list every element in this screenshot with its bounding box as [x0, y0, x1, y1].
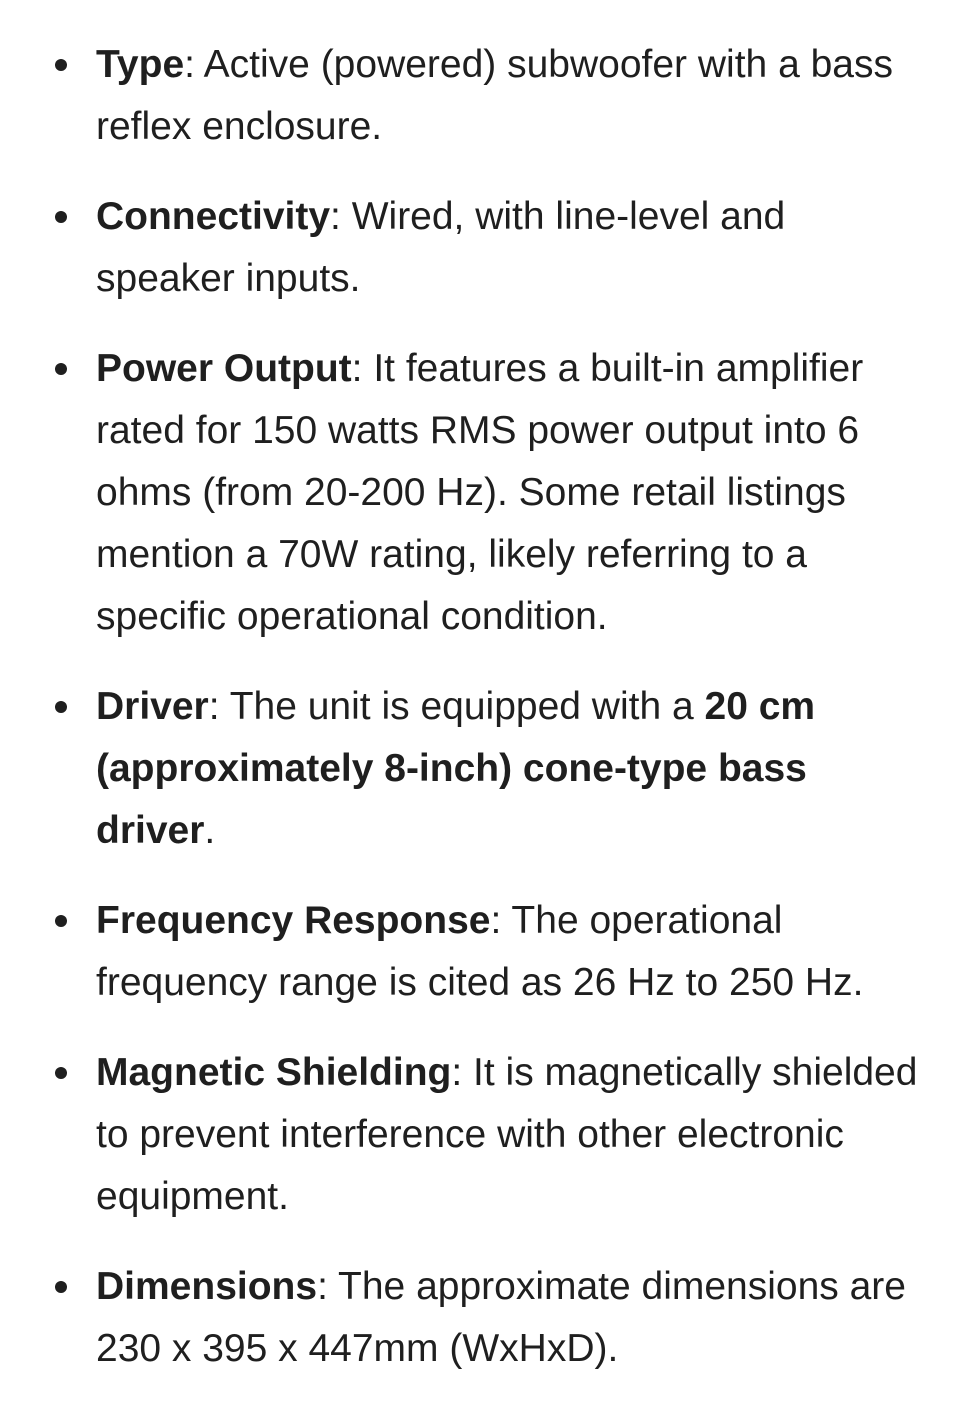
spec-term: Power Output — [96, 347, 352, 390]
bullet-icon — [55, 1067, 67, 1079]
spec-term: Connectivity — [96, 195, 331, 238]
spec-term: Magnetic Shielding — [96, 1051, 452, 1094]
bullet-icon — [55, 59, 67, 71]
spec-text-end: . — [204, 809, 216, 852]
spec-text: : The operational frequency range is cited as 26 Hz to 250 Hz. — [96, 899, 864, 1004]
bullet-icon — [55, 915, 67, 927]
spec-text: : Active (powered) subwoofer with a bass reflex enclosure. — [96, 43, 893, 148]
spec-item-power-output — [0, 338, 972, 648]
spec-item-type — [0, 34, 972, 158]
spec-term: Type — [96, 43, 185, 86]
spec-item-connectivity — [0, 186, 972, 310]
spec-text: : The unit is equipped with a — [208, 685, 705, 728]
spec-item-magnetic-shielding — [0, 1042, 972, 1228]
spec-term: Frequency Response — [96, 899, 491, 942]
spec-item-frequency-response — [0, 890, 972, 1014]
bullet-icon — [55, 211, 67, 223]
spec-term: Driver — [96, 685, 209, 728]
spec-emphasis: 20 cm (approximately 8-inch) cone-type bass driver — [96, 685, 816, 852]
spec-item-driver — [0, 676, 972, 862]
spec-list — [0, 34, 972, 1408]
spec-text: : The approximate dimensions are 230 x 395 x 447mm (WxHxD). — [96, 1265, 906, 1370]
spec-text: : It features a built-in amplifier rated for 150 watts RMS power output into 6 ohms (from 20-200 Hz). Some retail listings mention a 70W rating, likely referring to a specific operational condition. — [96, 347, 864, 638]
bullet-icon — [55, 1281, 67, 1293]
spec-text: : It is magnetically shielded to prevent interference with other electronic equipment. — [96, 1051, 918, 1218]
bullet-icon — [55, 363, 67, 375]
spec-text: : Wired, with line-level and speaker inputs. — [96, 195, 786, 300]
spec-item-dimensions — [0, 1256, 972, 1380]
bullet-icon — [55, 701, 67, 713]
spec-term: Dimensions — [96, 1265, 318, 1308]
